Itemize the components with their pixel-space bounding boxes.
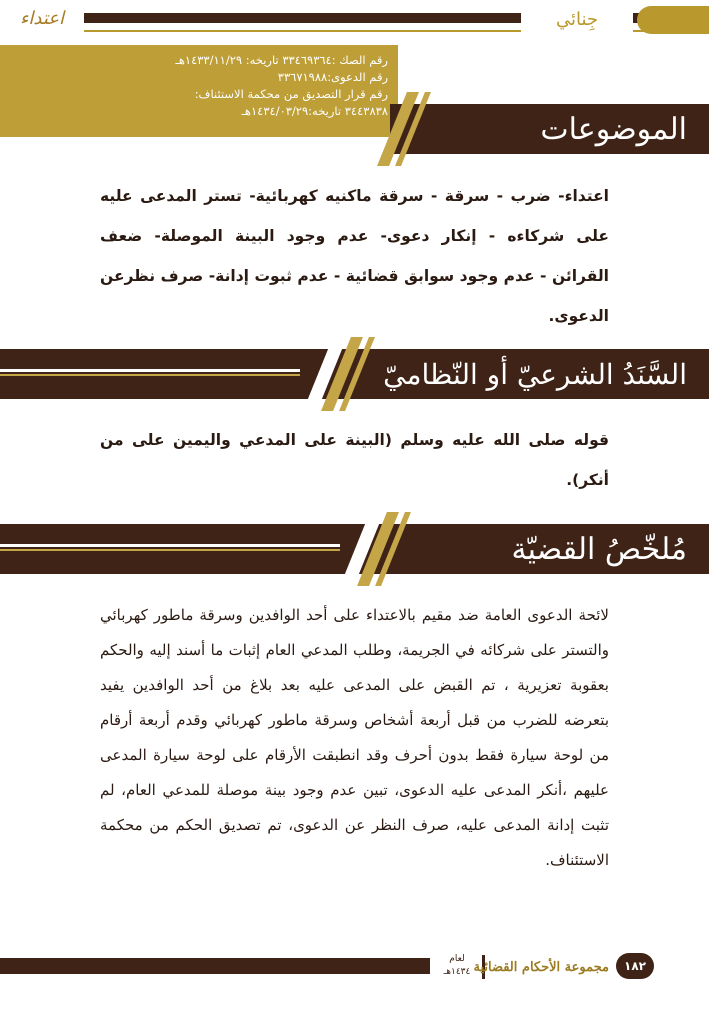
footer <box>0 952 709 984</box>
section-title-legal-basis: السَّنَدُ الشرعيّ أو النّظاميّ <box>383 357 687 391</box>
banner-gold-line <box>0 374 300 376</box>
top-header <box>0 0 709 40</box>
banner-summary <box>0 516 709 582</box>
legal-basis-text: قوله صلى الله عليه وسلم (البينة على المدعي واليمين على من أنكر). <box>100 431 609 489</box>
case-lawsuit-number: رقم الدعوى:٣٣٦٧١٩٨٨ <box>277 70 388 84</box>
footer-bar <box>0 958 430 974</box>
case-appeal-decision-number: ٣٤٤٣٨٣٨ تاريخه:١٤٣٤/٠٣/٢٩هـ <box>241 104 388 118</box>
case-instrument-number: رقم الصك :٣٣٤٦٩٣٦٤ تاريخه: ١٤٣٣/١١/٢٩هـ <box>175 53 388 67</box>
header-section-label: اعتداء <box>0 4 84 32</box>
footer-series-title: مجموعة الأحكام القضائية <box>473 959 609 975</box>
footer-year-value: ١٤٣٤هـ <box>443 967 471 977</box>
section-title-topics: الموضوعات <box>540 111 687 147</box>
banner-legal-basis <box>0 341 709 407</box>
page-number: ١٨٢ <box>616 953 654 979</box>
banner-topics <box>0 96 709 162</box>
case-appeal-decision-label: رقم قرار التصديق من محكمة الاستئناف: <box>194 87 388 101</box>
banner-gold-line <box>0 549 340 551</box>
header-brand: جِنائي <box>521 2 633 36</box>
summary-text: لائحة الدعوى العامة ضد مقيم بالاعتداء على أحد الوافدين وسرقة ماطور كهربائي والتستر على شركائه في الجريمة، وطلب المدعي العام إثبات ما أسند إليه والحكم بعقوبة تعزيرية ، تم القبض على المدعى عليه بعد بلاغ من أحد الوافدين يفيد بتعرضه للضرب من قبل أربعة أشخاص وسرقة ماطور كهربائي وقدم أربعة أرقام من لوحة سيارة فقط بدون أحرف وقد انطبقت الأرقام على لوحة سيارة المدعى عليهم ،أنكر المدعى عليه الدعوى، تبين عدم وجود بينة موصلة للمدعي العام، لم تثبت إدانة المدعى عليه، صرف النظر عن الدعوى، تم تصديق الحكم من محكمة الاستئناف. <box>100 606 609 869</box>
section-title-summary: مُلخّصُ القضيّة <box>511 531 687 567</box>
header-brand-pill <box>637 6 709 34</box>
topics-text: اعتداء- ضرب - سرقة - سرقة ماكنيه كهربائية- تستر المدعى عليه على شركاءه - إنكار دعوى- عدم وجود البينة الموصلة- ضعف القرائن - عدم وجود سوابق قضائية - عدم ثبوت إدانة- صرف نظرعن الدعوى. <box>100 187 609 325</box>
footer-year-label: لعام <box>449 954 465 964</box>
